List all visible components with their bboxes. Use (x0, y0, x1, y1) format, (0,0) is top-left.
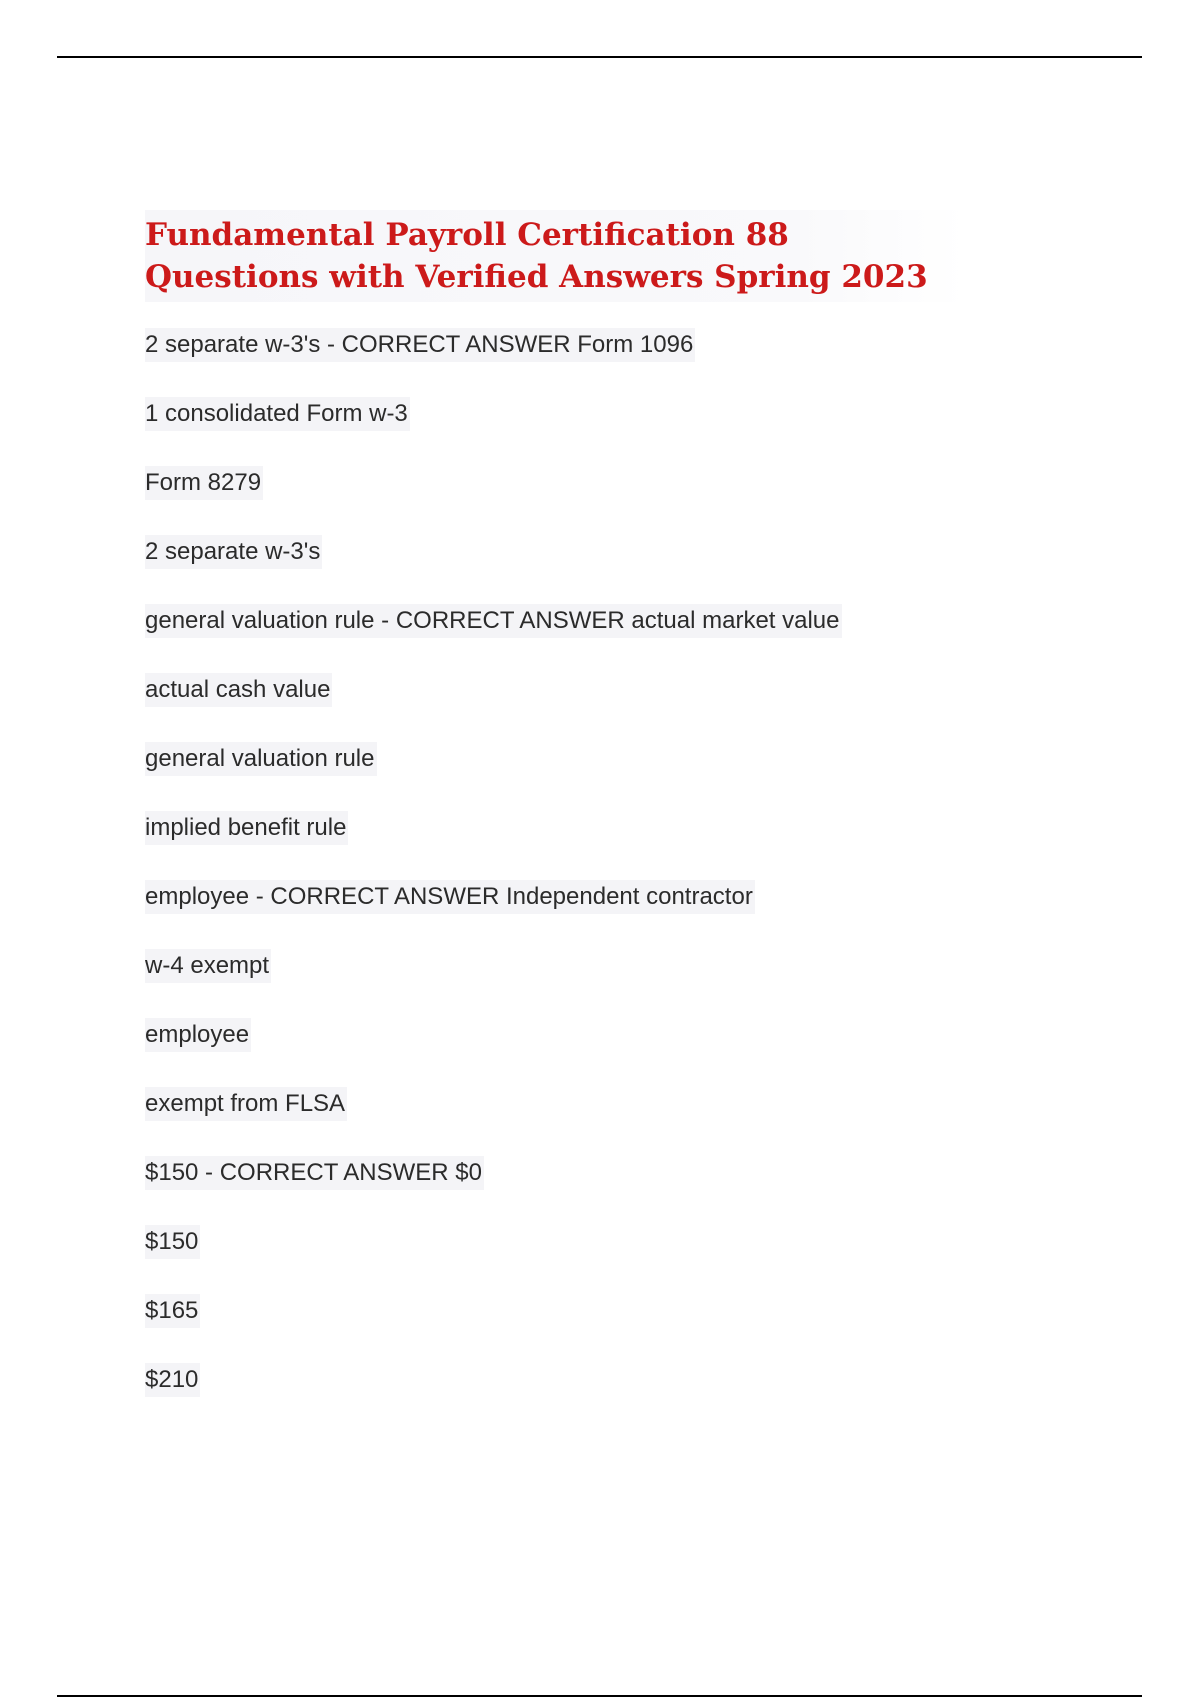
text-line: implied benefit rule (145, 811, 1145, 880)
text-line: employee (145, 1018, 1145, 1087)
text-line: employee - CORRECT ANSWER Independent contractor (145, 880, 1145, 949)
document-body (145, 210, 1145, 1432)
text-line: $165 (145, 1294, 1145, 1363)
text-line: w-4 exempt (145, 949, 1145, 1018)
text-line: 2 separate w-3's - CORRECT ANSWER Form 1096 (145, 328, 1145, 397)
text-line: general valuation rule (145, 742, 1145, 811)
text-line: 1 consolidated Form w-3 (145, 397, 1145, 466)
header-rule (57, 56, 1142, 58)
text-line: $150 - CORRECT ANSWER $0 (145, 1156, 1145, 1225)
document-title: Fundamental Payroll Certification 88 Questions with Verified Answers Spring 2023 (145, 210, 965, 302)
text-line: $150 (145, 1225, 1145, 1294)
text-line: 2 separate w-3's (145, 535, 1145, 604)
text-line: general valuation rule - CORRECT ANSWER actual market value (145, 604, 1145, 673)
text-line: exempt from FLSA (145, 1087, 1145, 1156)
text-line: Form 8279 (145, 466, 1145, 535)
text-line: actual cash value (145, 673, 1145, 742)
text-line: $210 (145, 1363, 1145, 1432)
footer-rule (57, 1695, 1142, 1697)
